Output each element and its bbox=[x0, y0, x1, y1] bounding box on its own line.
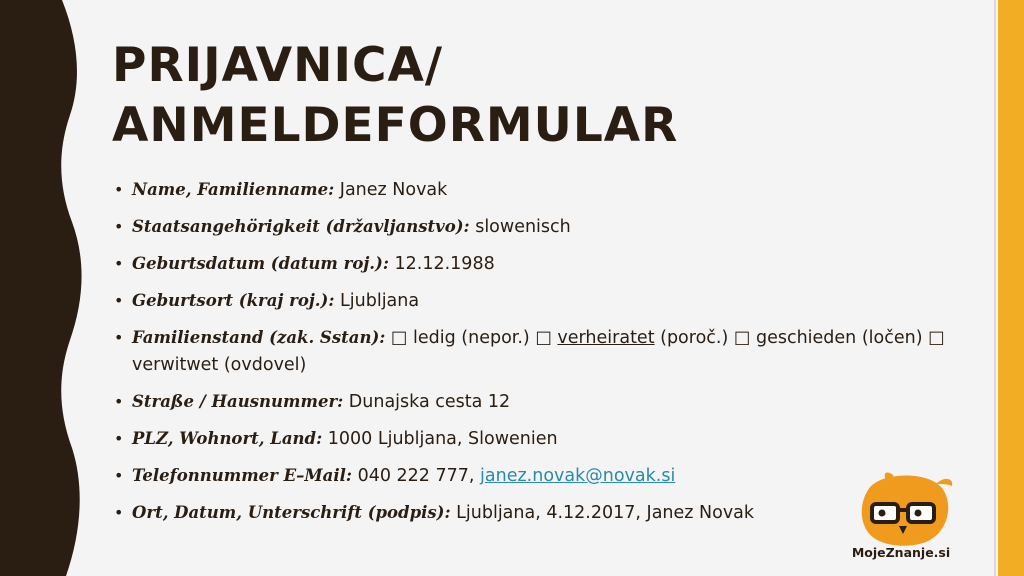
bullet-icon: • bbox=[114, 180, 124, 199]
bullet-icon: • bbox=[114, 392, 124, 411]
field-value: 12.12.1988 bbox=[388, 254, 495, 274]
field-label: Telefonnummer E–Mail: bbox=[132, 466, 353, 485]
list-item bbox=[114, 213, 974, 241]
bullet-icon: • bbox=[114, 291, 124, 310]
field-label: PLZ, Wohnort, Land: bbox=[132, 429, 323, 448]
bullet-icon: • bbox=[114, 503, 124, 522]
right-divider bbox=[994, 0, 996, 576]
list-item bbox=[114, 324, 974, 379]
bullet-icon: • bbox=[114, 254, 124, 273]
list-item bbox=[114, 176, 974, 204]
bullet-icon: • bbox=[114, 466, 124, 485]
field-value-part: (poroč.) □ geschieden (ločen) □ verwitwet (ovdovel) bbox=[132, 328, 945, 375]
list-item bbox=[114, 287, 974, 315]
field-label: Familienstand (zak. Sstan): bbox=[132, 328, 386, 347]
field-label: Ort, Datum, Unterschrift (podpis): bbox=[132, 503, 451, 522]
left-decorative-band bbox=[0, 0, 90, 576]
field-label: Staatsangehörigkeit (državljanstvo): bbox=[132, 217, 470, 236]
field-label: Name, Familienname: bbox=[132, 180, 335, 199]
field-value: 1000 Ljubljana, Slowenien bbox=[322, 429, 558, 449]
field-value: 040 222 777, bbox=[352, 466, 481, 486]
title-line-2: ANMELDEFORMULAR bbox=[112, 98, 679, 153]
field-value: Ljubljana bbox=[334, 291, 420, 311]
field-label: Geburtsdatum (datum roj.): bbox=[132, 254, 389, 273]
email-link[interactable]: janez.novak@novak.si bbox=[480, 466, 676, 486]
list-item bbox=[114, 250, 974, 278]
slide-title bbox=[112, 36, 932, 156]
bullet-icon: • bbox=[114, 217, 124, 236]
field-value-underlined: verheiratet bbox=[557, 328, 655, 348]
logo-text: MojeZnanje.si bbox=[851, 545, 951, 560]
field-value-part: □ ledig (nepor.) □ bbox=[385, 328, 558, 348]
title-line-1: PRIJAVNICA/ bbox=[112, 38, 444, 93]
right-decorative-band bbox=[998, 0, 1024, 576]
field-value: Janez Novak bbox=[334, 180, 448, 200]
bullet-icon: • bbox=[114, 429, 124, 448]
bullet-icon: • bbox=[114, 328, 124, 347]
list-item bbox=[114, 425, 974, 453]
field-label: Straße / Hausnummer: bbox=[132, 392, 344, 411]
field-value: Dunajska cesta 12 bbox=[343, 392, 511, 412]
list-item bbox=[114, 388, 974, 416]
field-value: Ljubljana, 4.12.2017, Janez Novak bbox=[450, 503, 755, 523]
field-value: slowenisch bbox=[469, 217, 571, 237]
field-label: Geburtsort (kraj roj.): bbox=[132, 291, 335, 310]
